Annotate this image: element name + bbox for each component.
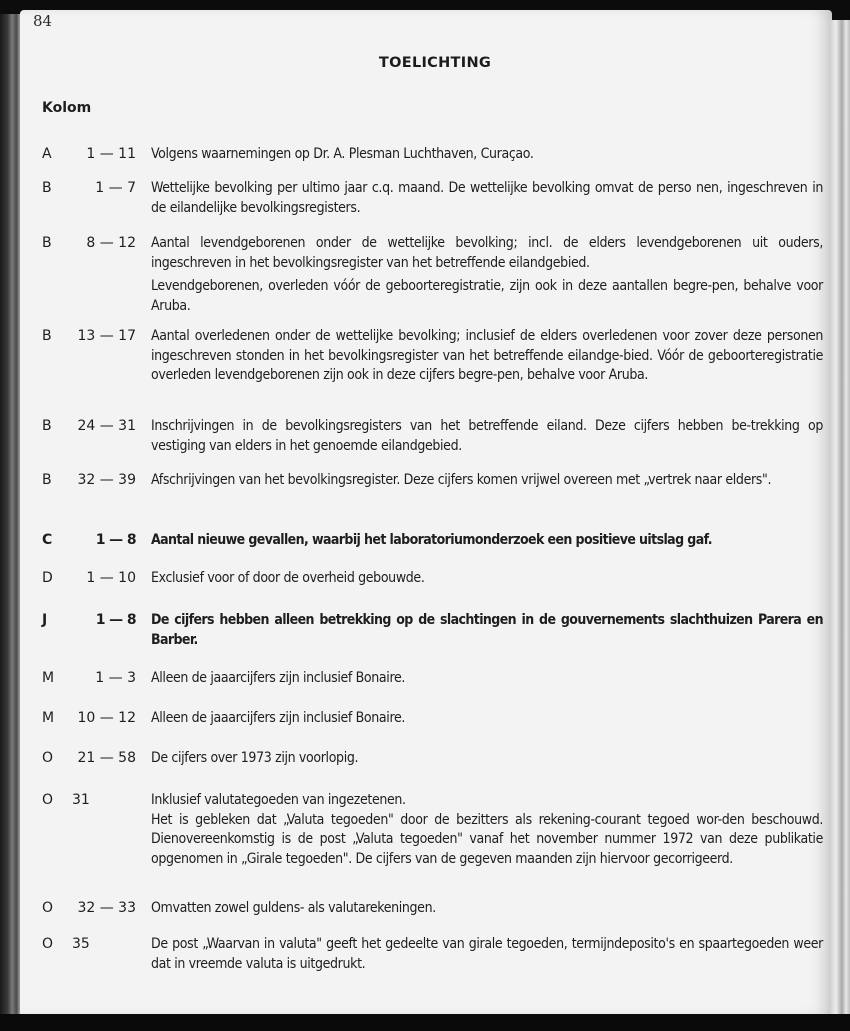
note-paragraph: Aantal nieuwe gevallen, waarbij het laboratoriumonderzoek een positieve uitslag gaf. [151,532,712,548]
column-range: 1 — 11 [86,146,136,162]
column-range: 13 — 17 [77,328,136,344]
column-range: 32 — 33 [77,900,136,916]
note-paragraph: De post „Waarvan in valuta" geeft het gedeelte van girale tegoeden, termijndeposito's en spaartegoeden weer dat in vreemde valuta is uitgedrukt. [151,936,823,972]
section-letter: O [42,936,54,952]
note-text [151,935,823,974]
note-text [151,899,823,919]
column-range: 8 — 12 [86,235,136,251]
note-text [151,709,823,729]
section-letter: B [42,418,52,434]
column-range: 1 — 8 [95,532,136,548]
column-range: 21 — 58 [77,750,136,766]
note-paragraph: Inklusief valutategoeden van ingezetenen. [151,792,406,808]
note-text [151,611,823,650]
column-range: 10 — 12 [77,710,136,726]
section-letter: C [42,532,52,548]
column-range: 1 — 7 [95,180,136,196]
section-letter: J [42,612,47,628]
note-paragraph: Alleen de jaaarcijfers zijn inclusief Bonaire. [151,710,406,726]
section-letter: D [42,570,53,586]
section-letter: O [42,750,54,766]
column-header: Kolom [42,100,92,116]
section-letter: O [42,900,54,916]
note-text [151,145,823,165]
note-paragraph: Wettelijke bevolking per ultimo jaar c.q. maand. De wettelijke bevolking omvat de perso nen, ingeschreven in de eilandelijke bevolkingsregisters. [151,180,823,216]
note-paragraph: Volgens waarnemingen op Dr. A. Plesman Luchthaven, Curaçao. [151,146,534,162]
note-paragraph: Exclusief voor of door de overheid gebouwde. [151,570,425,586]
section-letter: O [42,792,54,808]
note-text [151,669,823,689]
note-text [151,791,823,869]
note-paragraph: Aantal levendgeborenen onder de wettelijke bevolking; incl. de elders levendgeborenen uit ouders, ingeschreven in het bevolkingsregister van het betreffende eilandgebied. [151,235,823,271]
column-range: 1 — 10 [86,570,136,586]
note-text [151,531,823,551]
note-text [151,569,823,589]
note-paragraph: Alleen de jaaarcijfers zijn inclusief Bonaire. [151,670,406,686]
page-title: TOELICHTING [378,55,492,71]
note-paragraph: De cijfers hebben alleen betrekking op de slachtingen in de gouvernements slachthuizen Parera en Barber. [151,612,823,648]
column-range: 24 — 31 [77,418,136,434]
note-paragraph: Het is gebleken dat „Valuta tegoeden" door de bezitters als rekening-courant tegoed wor-den beschouwd. Dienovereenkomstig is de post „Valuta tegoeden" vanaf het november nummer 1972 van deze publikatie opgenomen in „Girale tegoeden". De cijfers van de gegeven maanden zijn hiervoor gecorrigeerd. [151,811,823,867]
section-letter: B [42,235,52,251]
page-number: 84 [33,12,53,30]
note-text [151,234,823,316]
note-text [151,471,823,491]
note-paragraph: Aantal overledenen onder de wettelijke bevolking; inclusief de elders overledenen voor zover deze personen ingeschreven stonden in het bevolkingsregister van het betreffende eilandge-bied. Vóór de geboorteregistratie overleden levendgeborenen zijn ook in deze cijfers begre-pen, behalve voor Aruba. [151,328,823,383]
column-range: 31 [72,792,90,808]
scan-bottom-border [0,1014,850,1031]
note-paragraph: Omvatten zowel guldens- als valutarekeningen. [151,900,436,916]
note-text [151,749,823,769]
section-letter: B [42,328,52,344]
section-letter: B [42,472,52,488]
note-paragraph: Inschrijvingen in de bevolkingsregisters van het betreffende eiland. Deze cijfers hebben be-trekking op vestiging van elders in het genoemde eilandgebied. [151,418,823,454]
section-letter: M [42,710,55,726]
column-range: 32 — 39 [77,472,136,488]
note-text [151,327,823,386]
note-paragraph: Levendgeborenen, overleden vóór de geboorteregistratie, zijn ook in deze aantallen begre-pen, behalve voor Aruba. [151,278,823,314]
section-letter: A [42,146,52,162]
note-paragraph: De cijfers over 1973 zijn voorlopig. [151,750,359,766]
note-text [151,179,823,218]
column-range: 35 [72,936,90,952]
section-letter: M [42,670,55,686]
section-letter: B [42,180,52,196]
book-edge-right [830,20,850,1020]
note-paragraph: Afschrijvingen van het bevolkingsregister. Deze cijfers komen vrijwel overeen met „vertrek naar elders". [151,472,772,488]
book-edge-left [0,14,22,1014]
column-range: 1 — 8 [95,612,136,628]
column-range: 1 — 3 [95,670,136,686]
note-text [151,417,823,456]
